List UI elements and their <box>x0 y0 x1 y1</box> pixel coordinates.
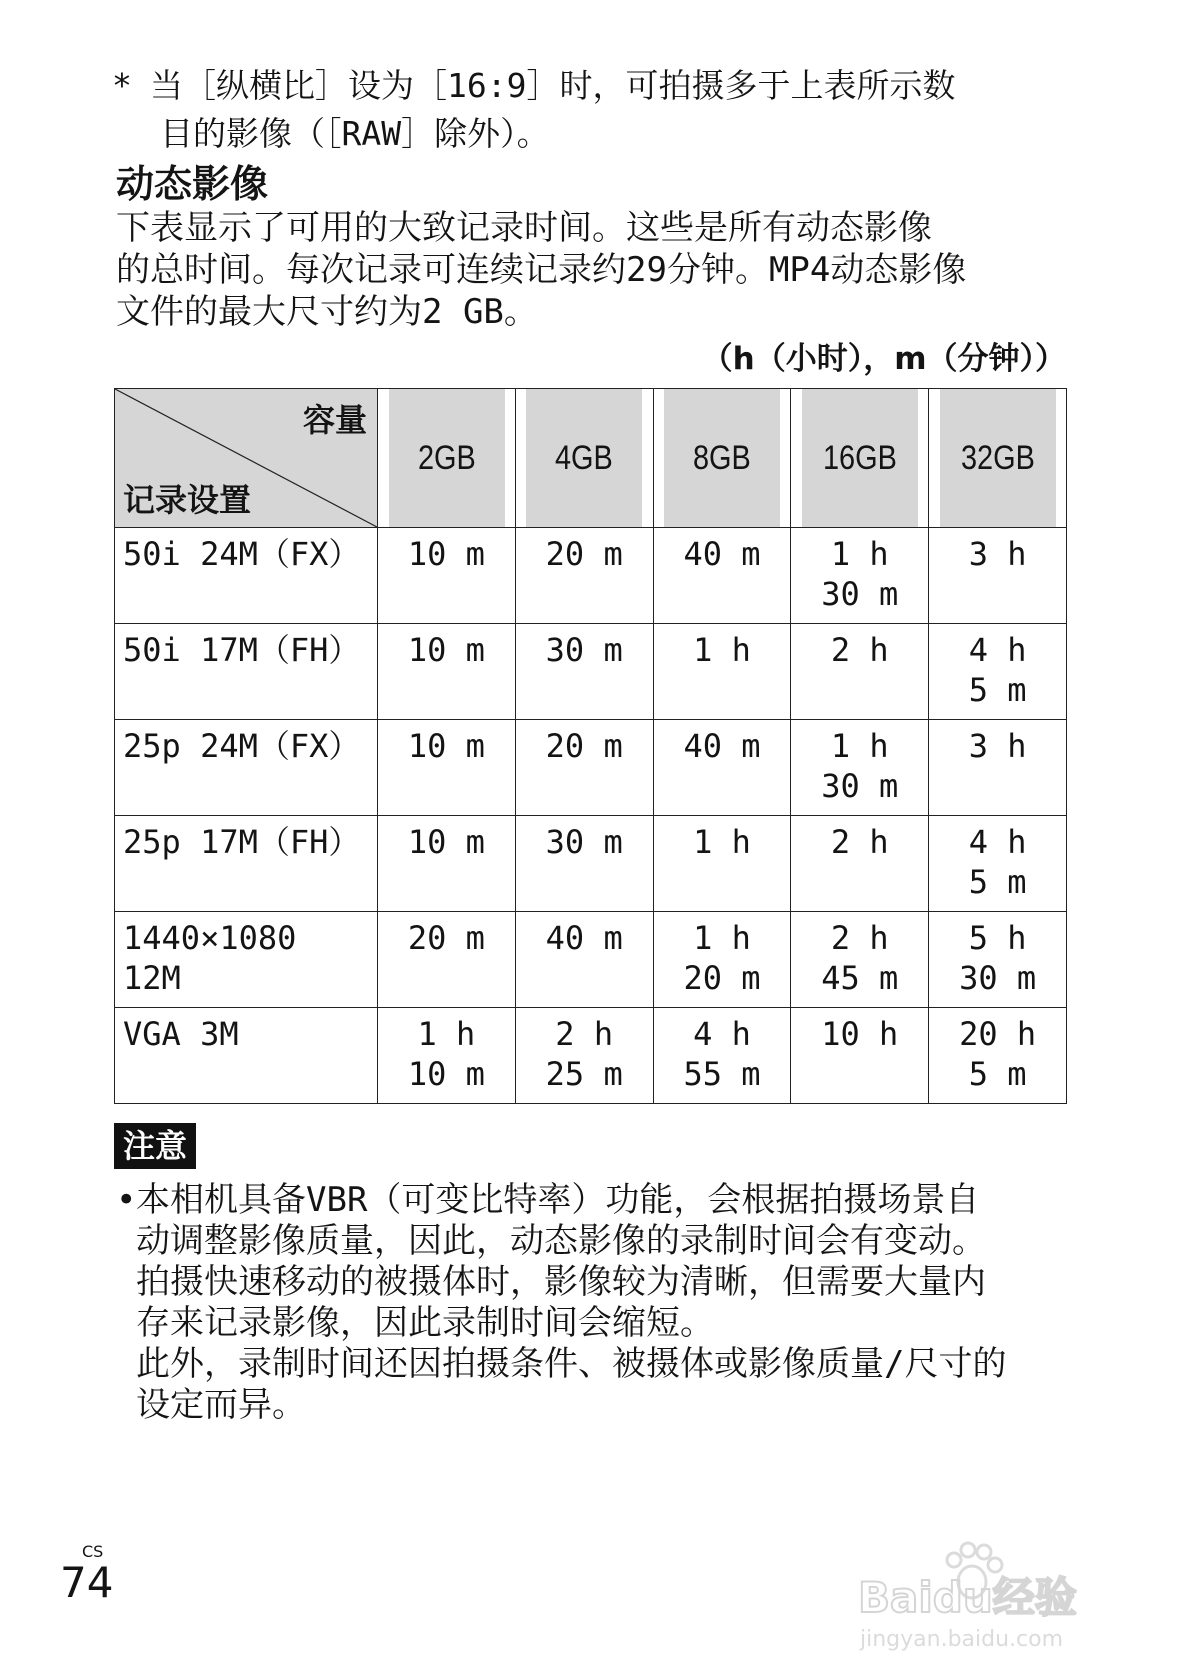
time-cell: 1 h 10 m <box>378 1008 516 1104</box>
setting-cell: VGA 3M <box>115 1008 378 1104</box>
setting-cell: 1440×1080 12M <box>115 912 378 1008</box>
time-cell: 2 h <box>791 624 929 720</box>
table-row <box>115 720 1067 816</box>
capacity-header: 8GB <box>663 389 780 528</box>
table-row <box>115 1008 1067 1104</box>
caution-text: 本相机具备VBR（可变比特率）功能，会根据拍摄场景自 动调整影像质量，因此，动态影像的录制时间会有变动。 拍摄快速移动的被摄体时，影像较为清晰，但需要大量内 存来记录影像，因此录制时间会缩短。 此外，录制时间还因拍摄条件、被摄体或影像质量/尺寸的 设定而异。 <box>136 1180 1007 1425</box>
time-cell: 10 m <box>378 624 516 720</box>
bullet-marker: • <box>116 1180 137 1220</box>
caution-badge: 注意 <box>114 1123 196 1169</box>
time-cell: 2 h 25 m <box>515 1008 653 1104</box>
time-cell: 2 h 45 m <box>791 912 929 1008</box>
asterisk-mark: * <box>112 66 132 105</box>
time-cell: 4 h 5 m <box>929 816 1067 912</box>
page-number: 74 <box>60 1558 114 1607</box>
time-cell: 20 m <box>515 720 653 816</box>
caution-note <box>116 1180 1076 1426</box>
baidu-watermark-logo <box>850 1520 1150 1660</box>
diagonal-header-cell <box>115 389 378 528</box>
aspect-ratio-note <box>112 62 1062 158</box>
time-cell: 1 h 30 m <box>791 528 929 624</box>
setting-cell: 25p 17M（FH） <box>115 816 378 912</box>
table-row <box>115 624 1067 720</box>
setting-cell: 50i 17M（FH） <box>115 624 378 720</box>
time-cell: 40 m <box>653 720 791 816</box>
time-cell: 1 h <box>653 816 791 912</box>
capacity-header: 2GB <box>388 389 505 528</box>
time-cell: 1 h 20 m <box>653 912 791 1008</box>
time-cell: 5 h 30 m <box>929 912 1067 1008</box>
intro-paragraph: 下表显示了可用的大致记录时间。这些是所有动态影像 的总时间。每次记录可连续记录约29分钟。MP4动态影像 文件的最大尺寸约为2 GB。 <box>116 208 967 332</box>
table-row <box>115 528 1067 624</box>
time-cell: 20 m <box>378 912 516 1008</box>
time-cell: 1 h <box>653 624 791 720</box>
capacity-label: 容量 <box>302 401 367 439</box>
time-cell: 4 h 55 m <box>653 1008 791 1104</box>
time-cell: 10 m <box>378 816 516 912</box>
time-cell: 4 h 5 m <box>929 624 1067 720</box>
time-cell: 2 h <box>791 816 929 912</box>
time-cell: 10 h <box>791 1008 929 1104</box>
time-cell: 1 h 30 m <box>791 720 929 816</box>
watermark-url: jingyan.baidu.com <box>860 1627 1064 1652</box>
section-title: 动态影像 <box>116 162 269 206</box>
setting-label: 记录设置 <box>123 481 252 519</box>
capacity-header: 32GB <box>939 389 1056 528</box>
time-cell: 30 m <box>515 816 653 912</box>
setting-cell: 25p 24M（FX） <box>115 720 378 816</box>
setting-cell: 50i 24M（FX） <box>115 528 378 624</box>
aspect-ratio-note-line-1: 当［纵横比］设为［16:9］时，可拍摄多于上表所示数 <box>150 66 956 105</box>
table-header-row <box>115 389 1067 528</box>
language-code: CS <box>82 1542 104 1561</box>
time-cell: 40 m <box>653 528 791 624</box>
time-cell: 10 m <box>378 720 516 816</box>
capacity-header: 4GB <box>526 389 643 528</box>
time-cell: 20 h 5 m <box>929 1008 1067 1104</box>
time-cell: 40 m <box>515 912 653 1008</box>
time-cell: 10 m <box>378 528 516 624</box>
time-cell: 3 h <box>929 720 1067 816</box>
capacity-header: 16GB <box>801 389 918 528</box>
time-cell: 30 m <box>515 624 653 720</box>
table-row <box>115 912 1067 1008</box>
table-row <box>115 816 1067 912</box>
time-cell: 20 m <box>515 528 653 624</box>
recording-time-table <box>114 388 1067 1104</box>
time-cell: 3 h <box>929 528 1067 624</box>
aspect-ratio-note-line-2: 目的影像（［RAW］除外）。 <box>160 114 550 153</box>
units-note: （h（小时），m（分钟）） <box>701 341 1066 377</box>
watermark-brand: Baidu经验 <box>858 1573 1077 1622</box>
